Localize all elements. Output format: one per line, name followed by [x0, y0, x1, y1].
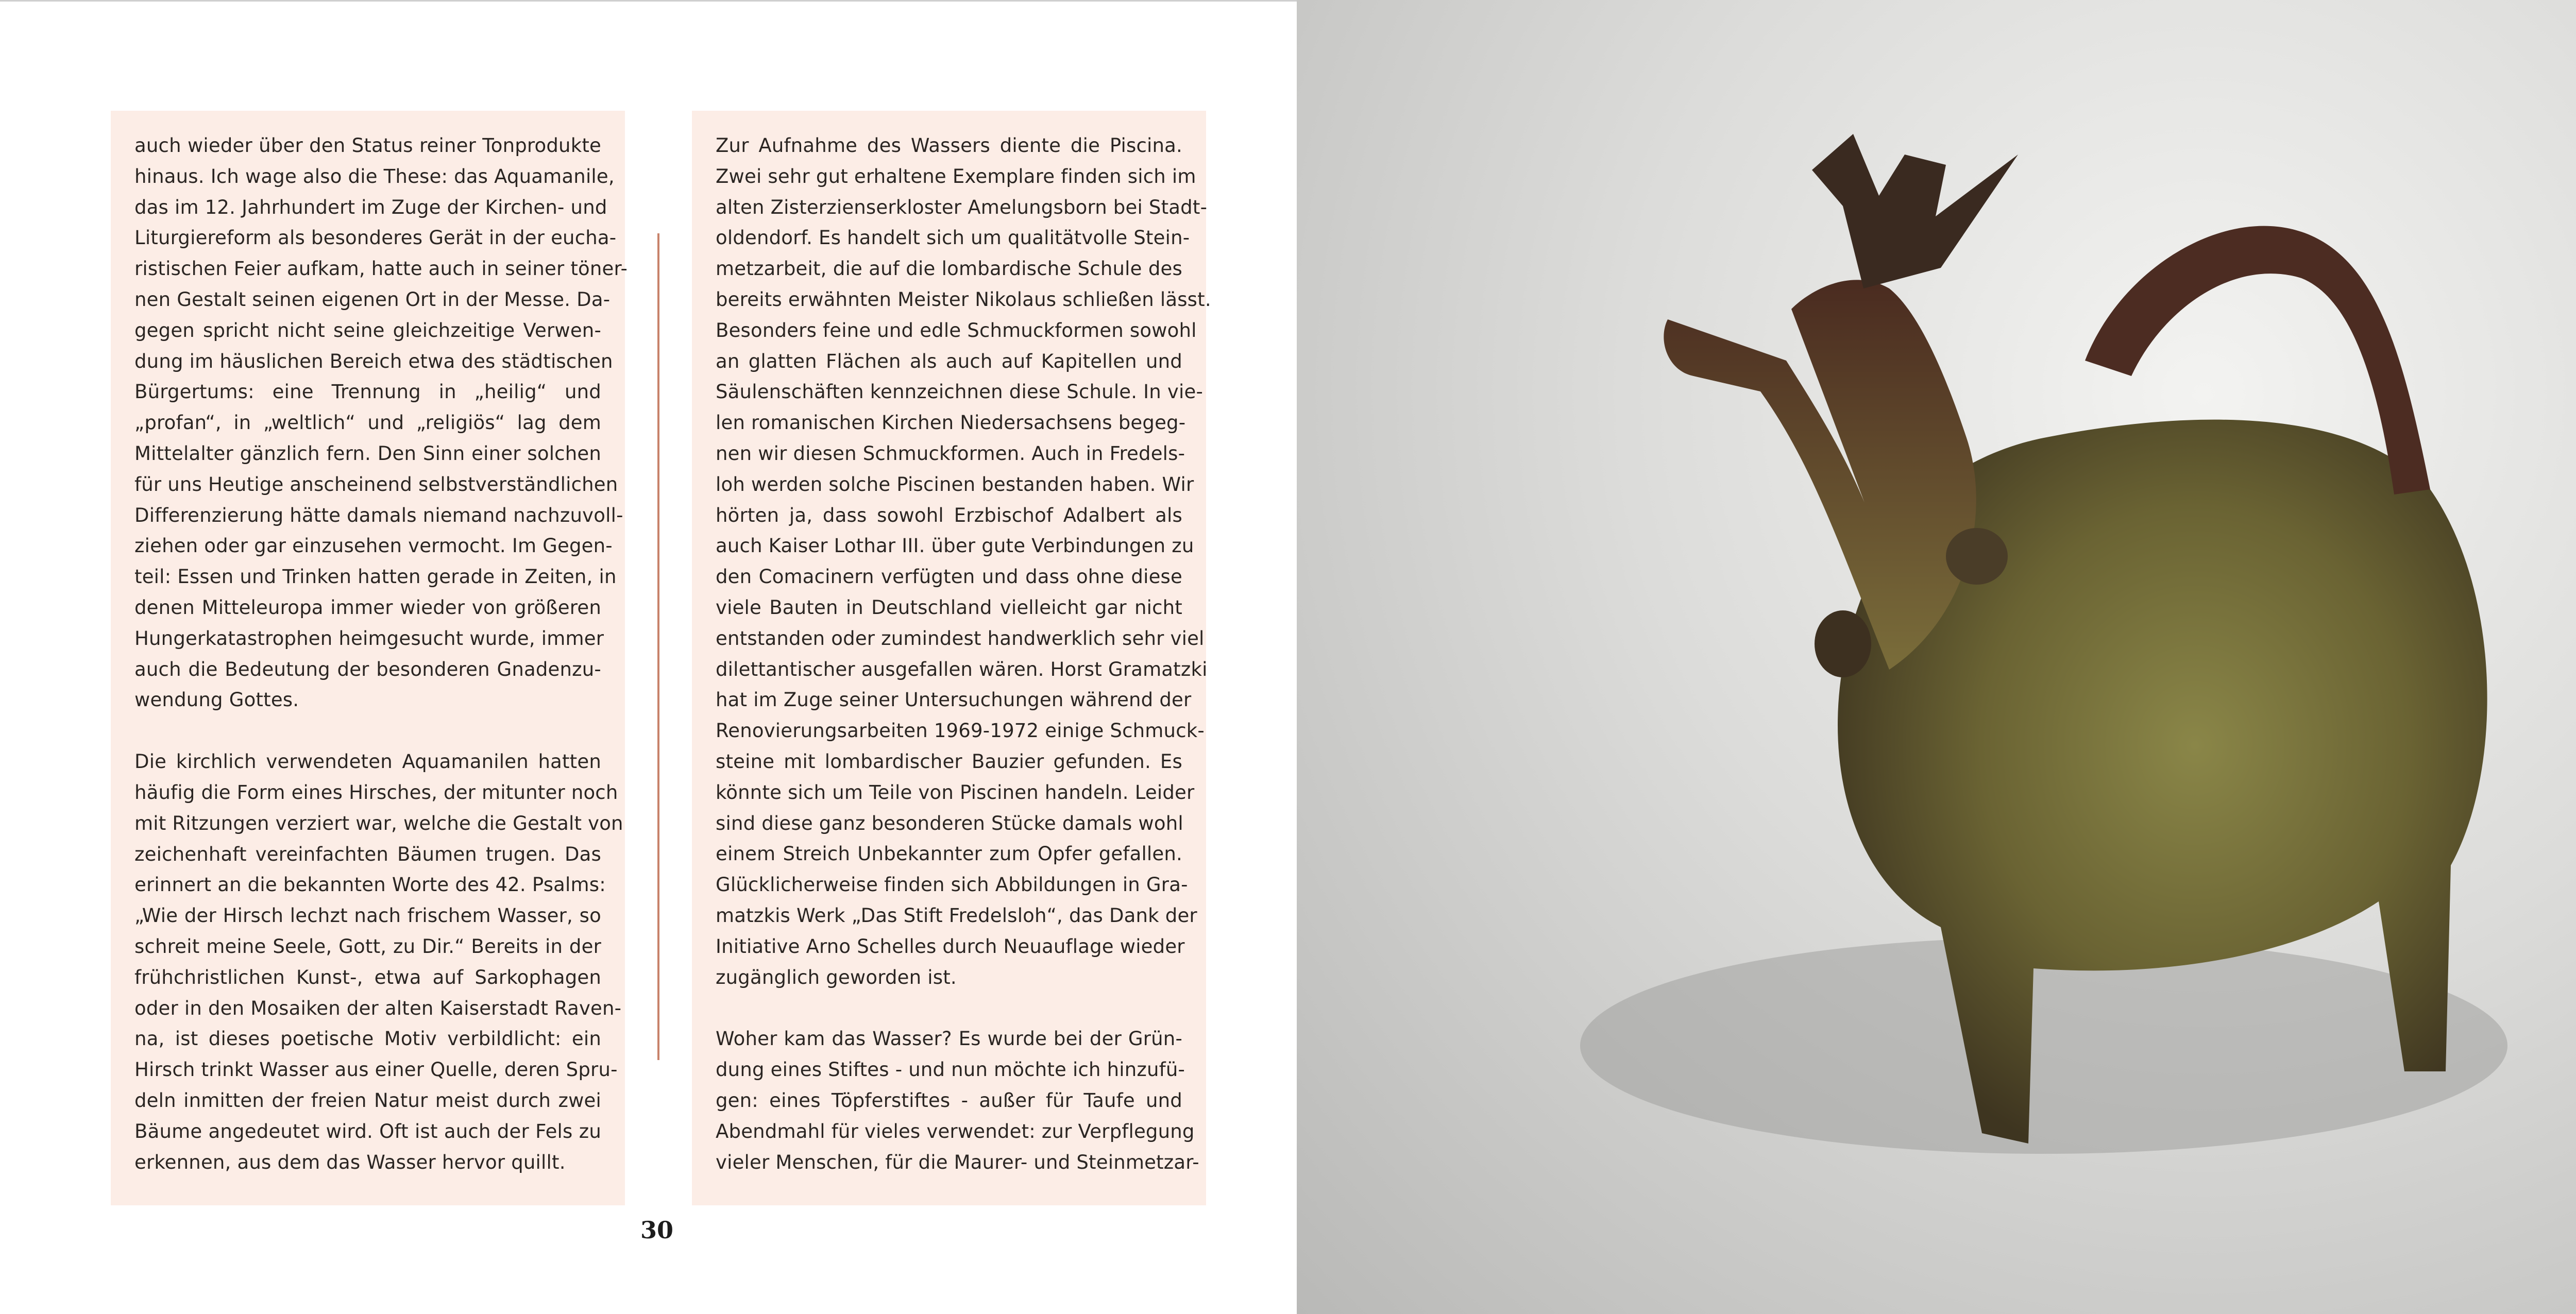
- page-number: 30: [640, 1216, 673, 1244]
- text-line: hörten ja, dass sowohl Erzbischof Adalbert als: [716, 504, 1182, 526]
- text-line: dung im häuslichen Bereich etwa des städtischen: [134, 350, 613, 372]
- text-line: einem Streich Unbekannter zum Opfer gefallen.: [716, 843, 1182, 865]
- eye-boss: [1946, 528, 2008, 585]
- paragraph: [716, 130, 1211, 993]
- text-line: zugänglich geworden ist.: [716, 966, 957, 988]
- text-line: ziehen oder gar einzusehen vermocht. Im Gegen-: [134, 535, 613, 557]
- shadow: [1580, 937, 2507, 1154]
- text-line: loh werden solche Piscinen bestanden haben. Wir: [716, 473, 1194, 496]
- text-line: Zur Aufnahme des Wassers diente die Piscina.: [716, 134, 1182, 157]
- text-line: steine mit lombardischer Bauzier gefunden. Es: [716, 750, 1182, 773]
- text-line: Bürgertums: eine Trennung in „heilig“ und: [134, 381, 601, 403]
- text-line: entstanden oder zumindest handwerklich sehr viel: [716, 627, 1205, 650]
- text-line: frühchristlichen Kunst-, etwa auf Sarkophagen: [134, 966, 601, 988]
- text-line: den Comacinern verfügten und dass ohne diese: [716, 566, 1182, 588]
- stag-aquamanile-image: [1297, 0, 2576, 1314]
- text-line: Säulenschäften kennzeichnen diese Schule. In vie-: [716, 381, 1204, 403]
- text-line: Hirsch trinkt Wasser aus einer Quelle, deren Spru-: [134, 1059, 618, 1081]
- text-line: auch Kaiser Lothar III. über gute Verbindungen zu: [716, 535, 1194, 557]
- text-line: das im 12. Jahrhundert im Zuge der Kirchen- und: [134, 196, 607, 218]
- text-line: zeichenhaft vereinfachten Bäumen trugen. Das: [134, 843, 601, 865]
- text-line: wendung Gottes.: [134, 689, 299, 711]
- text-line: hat im Zuge seiner Untersuchungen während der: [716, 689, 1192, 711]
- text-line: an glatten Flächen als auch auf Kapitellen und: [716, 350, 1182, 372]
- side-boss: [1815, 610, 1871, 677]
- text-line: matzkis Werk „Das Stift Fredelsloh“, das Dank der: [716, 904, 1197, 927]
- text-line: könnte sich um Teile von Piscinen handeln. Leider: [716, 781, 1195, 804]
- text-line: auch wieder über den Status reiner Tonprodukte: [134, 134, 601, 157]
- text-line: Renovierungsarbeiten 1969-1972 einige Schmuck-: [716, 720, 1205, 742]
- text-line: mit Ritzungen verziert war, welche die Gestalt von: [134, 812, 623, 834]
- text-line: Glücklicherweise finden sich Abbildungen in Gra-: [716, 874, 1188, 896]
- text-line: gegen spricht nicht seine gleichzeitige Verwen-: [134, 319, 601, 342]
- text-line: Die kirchlich verwendeten Aquamanilen hatten: [134, 750, 601, 773]
- antlers: [1812, 134, 2018, 288]
- stag-head-neck: [1664, 280, 1976, 670]
- text-line: hinaus. Ich wage also die These: das Aquamanile,: [134, 165, 615, 187]
- text-line: nen Gestalt seinen eigenen Ort in der Messe. Da-: [134, 288, 611, 311]
- text-line: für uns Heutige anscheinend selbstverständlichen: [134, 473, 618, 496]
- text-line: dilettantischer ausgefallen wären. Horst Gramatzki: [716, 658, 1208, 680]
- text-line: Hungerkatastrophen heimgesucht wurde, immer: [134, 627, 604, 650]
- text-line: teil: Essen und Trinken hatten gerade in Zeiten, in: [134, 566, 617, 588]
- text-line: „Wie der Hirsch lechzt nach frischem Wasser, so: [134, 905, 601, 927]
- text-line: nen wir diesen Schmuckformen. Auch in Fredels-: [716, 442, 1185, 465]
- text-line: „profan“, in „weltlich“ und „religiös“ lag dem: [134, 412, 601, 434]
- text-line: bereits erwähnten Meister Nikolaus schließen lässt.: [716, 288, 1211, 311]
- text-line: metzarbeit, die auf die lombardische Schule des: [716, 258, 1182, 280]
- text-line: viele Bauten in Deutschland vielleicht gar nicht: [716, 596, 1182, 619]
- paragraph: [134, 746, 623, 1178]
- text-line: Woher kam das Wasser? Es wurde bei der Grün-: [716, 1028, 1182, 1050]
- text-line: na, ist dieses poetische Motiv verbildlicht: ein: [134, 1028, 601, 1050]
- text-line: häufig die Form eines Hirsches, der mitunter noch: [134, 781, 618, 804]
- text-line: dung eines Stiftes - und nun möchte ich hinzufü-: [716, 1059, 1185, 1081]
- text-line: oldendorf. Es handelt sich um qualitätvolle Stein-: [716, 227, 1190, 249]
- paragraph: [134, 130, 628, 715]
- text-line: Bäume angedeutet wird. Oft ist auch der Fels zu: [134, 1120, 601, 1142]
- column-divider-rule: [657, 233, 659, 1060]
- text-line: Differenzierung hätte damals niemand nachzuvoll-: [134, 504, 623, 526]
- text-line: Liturgiereform als besonderes Gerät in der eucha-: [134, 227, 617, 249]
- text-line: erinnert an die bekannten Worte des 42. Psalms:: [134, 874, 606, 896]
- text-line: erkennen, aus dem das Wasser hervor quillt.: [134, 1151, 566, 1173]
- text-line: Initiative Arno Schelles durch Neuauflage wieder: [716, 935, 1185, 958]
- text-line: deln inmitten der freien Natur meist durch zwei: [134, 1089, 601, 1112]
- text-line: denen Mitteleuropa immer wieder von größeren: [134, 596, 601, 619]
- text-line: len romanischen Kirchen Niedersachsens begeg-: [716, 412, 1186, 434]
- text-line: alten Zisterzienserkloster Amelungsborn bei Stadt-: [716, 196, 1208, 218]
- text-line: Mittelalter gänzlich fern. Den Sinn einer solchen: [134, 442, 601, 465]
- text-line: oder in den Mosaiken der alten Kaiserstadt Raven-: [134, 997, 622, 1019]
- text-line: auch die Bedeutung der besonderen Gnadenzu-: [134, 658, 601, 680]
- text-line: Abendmahl für vieles verwendet: zur Verpflegung: [716, 1120, 1195, 1142]
- aquamanile-photo: [1297, 0, 2576, 1314]
- text-column-right: [692, 111, 1211, 1205]
- text-line: vieler Menschen, für die Maurer- und Steinmetzar-: [716, 1151, 1199, 1173]
- text-line: Zwei sehr gut erhaltene Exemplare finden sich im: [716, 165, 1196, 187]
- text-column-left: [111, 111, 628, 1205]
- text-line: schreit meine Seele, Gott, zu Dir.“ Bereits in der: [134, 935, 601, 958]
- paragraph: [716, 1023, 1199, 1178]
- text-line: gen: eines Töpferstiftes - außer für Taufe und: [716, 1089, 1182, 1112]
- text-line: ristischen Feier aufkam, hatte auch in seiner töner-: [134, 258, 628, 280]
- text-line: sind diese ganz besonderen Stücke damals wohl: [716, 812, 1183, 834]
- text-line: Besonders feine und edle Schmuckformen sowohl: [716, 319, 1197, 342]
